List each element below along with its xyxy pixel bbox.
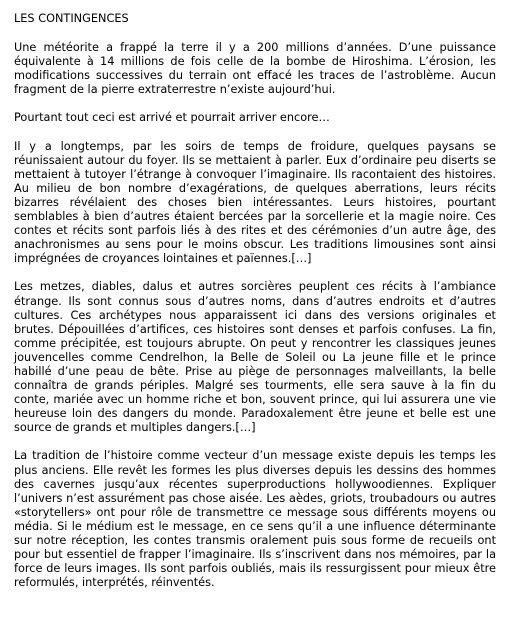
paragraph-longtemps: Il y a longtemps, par les soirs de temps de froidure, quelques paysans se réunissaient autour du foyer. Ils se mettaient à parler. Eux d’ordinaire peu diserts se mettaient à tutoyer l’étrange à convoquer l’imaginaire. Ils racontaient des histoires. Au milieu de bon nombre d’exagérations, de quelques aberrations, leurs récits bizarres révélaient des choses bien intéressantes. Leurs histoires, pourtant semblables à bien d’autres étaient bercées par la sorcellerie et la magie noire. Ces contes et récits sont parfois liés à des rites et des cérémonies d’un autre âge, des anachronismes au sens pour le moins obscur. Les traditions limousines sont ainsi imprégnées de croyances lointaines et païennes.[…]	[14, 139, 496, 266]
paragraph-metzes: Les metzes, diables, dalus et autres sorcières peuplent ces récits à l’ambiance étrange. Ils sont connus sous d’autres noms, dans d’autres endroits et d’autres cultures. Ces archétypes nous apparaissent ici dans des versions originales et brutes. Dépouillées d’artifices, ces histoires sont denses et parfois confuses. La fin, comme précipitée, est toujours abrupte. On peut y rencontrer les classiques jeunes jouvencelles comme Cendrelhon, la Belle de Soleil ou La jeune fille et le prince habillé d’une peau de bête. Prise au piège de personnages malveillants, la belle connaîtra de grands périples. Malgré ses tourments, elle sera sauve à la fin du conte, mariée avec un homme riche et bon, souvent prince, qui lui assurera une vie heureuse loin des dangers du monde. Paradoxalement être jeune et belle est une source de grands et multiples dangers.[…]	[14, 280, 496, 435]
document-title: LES CONTINGENCES	[14, 12, 129, 25]
paragraph-meteorite: Une météorite a frappé la terre il y a 200 millions d’années. D’une puissance équivalente à 14 millions de fois celle de la bombe de Hiroshima. L’érosion, les modifications successives du terrain ont effacé les traces de l’astroblème. Aucun fragment de la pierre extraterrestre n’existe aujourd’hui.	[14, 41, 496, 97]
paragraph-tradition: La tradition de l’histoire comme vecteur d’un message existe depuis les temps les plus anciens. Elle revêt les formes les plus diverses depuis les dessins des hommes des cavernes jusqu’aux récentes superproductions hollywoodiennes. Expliquer l’univers n’est assurément pas chose aisée. Les aèdes, griots, troubadours ou autres «storytellers» ont pour rôle de transmettre ce message sous différents moyens ou média. Si le médium est le message, en ce sens qu’il a une influence déterminante sur notre réception, les contes transmis oralement puis sous forme de recueils ont pour but essentiel de frapper l’imaginaire. Ils s’inscrivent dans nos mémoires, par la force de leurs images. Ils sont parfois oubliés, mais ils ressurgissent pour mieux être reformulés, interprétés, réinventés.	[14, 449, 496, 590]
paragraph-pourtant: Pourtant tout ceci est arrivé et pourrait arriver encore…	[14, 111, 330, 125]
document-page	[14, 12, 496, 604]
